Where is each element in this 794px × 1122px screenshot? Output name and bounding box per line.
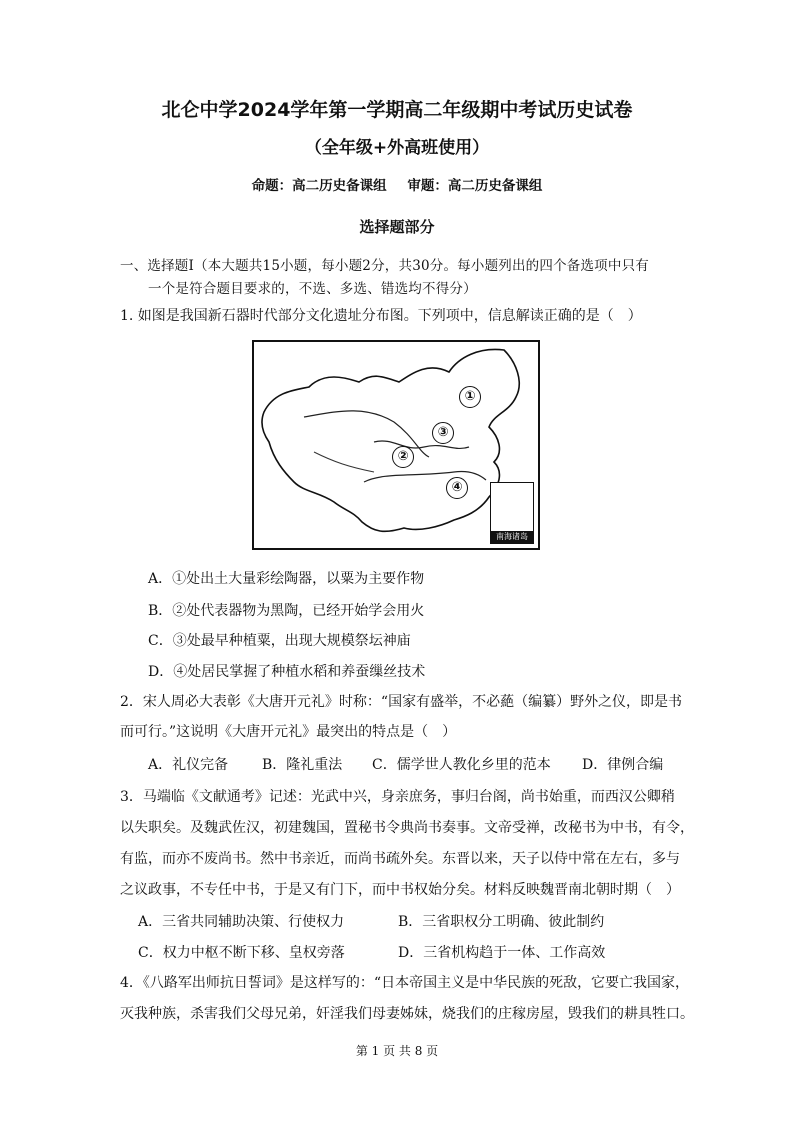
q3-stem-line-4: 之议政事，不专任中书，于是又有门下，而中书权始分矣。材料反映魏晋南北朝时期（ ） [120, 882, 680, 898]
q2-option-c: C．儒学世人教化乡里的范本 [372, 757, 551, 773]
reviewer-label: 审题：高二历史备课组 [407, 178, 543, 194]
q3-option-a: A．三省共同辅助决策、行使权力 [138, 914, 345, 930]
instructions-line-2: 一个是符合题目要求的，不选、多选、错选均不得分） [148, 281, 477, 297]
q1-option-b: B．②处代表器物为黑陶，已经开始学会用火 [148, 603, 425, 619]
q3-option-c: C．权力中枢不断下移、皇权旁落 [138, 945, 345, 961]
q3-stem-line-2: 以失职矣。及魏武佐汉，初建魏国，置秘书令典尚书奏事。文帝受禅，改秘书为中书，有令， [120, 820, 694, 836]
site-marker-3: ③ [432, 422, 454, 444]
q1-option-d: D．④处居民掌握了种植水稻和养蚕缫丝技术 [148, 664, 426, 680]
site-marker-1: ① [459, 386, 481, 408]
q1-option-a: A．①处出土大量彩绘陶器，以粟为主要作物 [148, 571, 425, 587]
q2-option-a: A．礼仪完备 [148, 757, 229, 773]
neolithic-sites-map [252, 340, 540, 550]
site-marker-4: ④ [446, 477, 468, 499]
page-footer: 第 1 页 共 8 页 [355, 1044, 439, 1058]
south-china-sea-inset [490, 482, 534, 544]
q2-stem-line-1: 2．宋人周必大表彰《大唐开元礼》时称：“国家有盛举，不必蕝（编纂）野外之仪，即是书 [120, 694, 683, 710]
section-title: 选择题部分 [359, 218, 435, 236]
q2-option-d: D．律例合编 [582, 757, 664, 773]
author-label: 命题：高二历史备课组 [251, 178, 387, 194]
q4-stem-line-2: 灭我种族，杀害我们父母兄弟，奸淫我们母妻姊妹，烧我们的庄稼房屋，毁我们的耕具牲口。 [120, 1006, 694, 1022]
q1-option-c: C．③处最早种植粟，出现大规模祭坛神庙 [148, 633, 411, 649]
exam-title: 北仑中学2024学年第一学期高二年级期中考试历史试卷 [161, 99, 633, 121]
site-marker-2: ② [392, 446, 414, 468]
q3-stem-line-3: 有监，而亦不废尚书。然中书亲近，而尚书疏外矣。东晋以来，天子以侍中常在左右，多与 [120, 851, 680, 867]
q3-stem-line-1: 3．马端临《文献通考》记述：光武中兴，身亲庶务，事归台阁，尚书始重，而西汉公卿稍 [120, 789, 675, 805]
q2-stem-line-2: 而可行。”这说明《大唐开元礼》最突出的特点是（ ） [120, 724, 457, 740]
q1-stem: 1. 如图是我国新石器时代部分文化遗址分布图。下列项中，信息解读正确的是（ ） [120, 308, 642, 324]
q4-stem-line-1: 4．《八路军出师抗日誓词》是这样写的：“日本帝国主义是中华民族的死敌，它要亡我国家， [120, 975, 690, 991]
q3-option-d: D．三省机构趋于一体、工作高效 [398, 945, 606, 961]
inset-label: 南海诸岛 [491, 531, 533, 543]
authors-line [0, 174, 794, 194]
exam-subtitle: （全年级+外高班使用） [304, 138, 490, 158]
q2-option-b: B．隆礼重法 [262, 757, 343, 773]
instructions-line-1: 一、选择题Ⅰ（本大题共15小题，每小题2分，共30分。每小题列出的四个备选项中只有 [120, 258, 649, 274]
q3-option-b: B．三省职权分工明确、彼此制约 [398, 914, 605, 930]
